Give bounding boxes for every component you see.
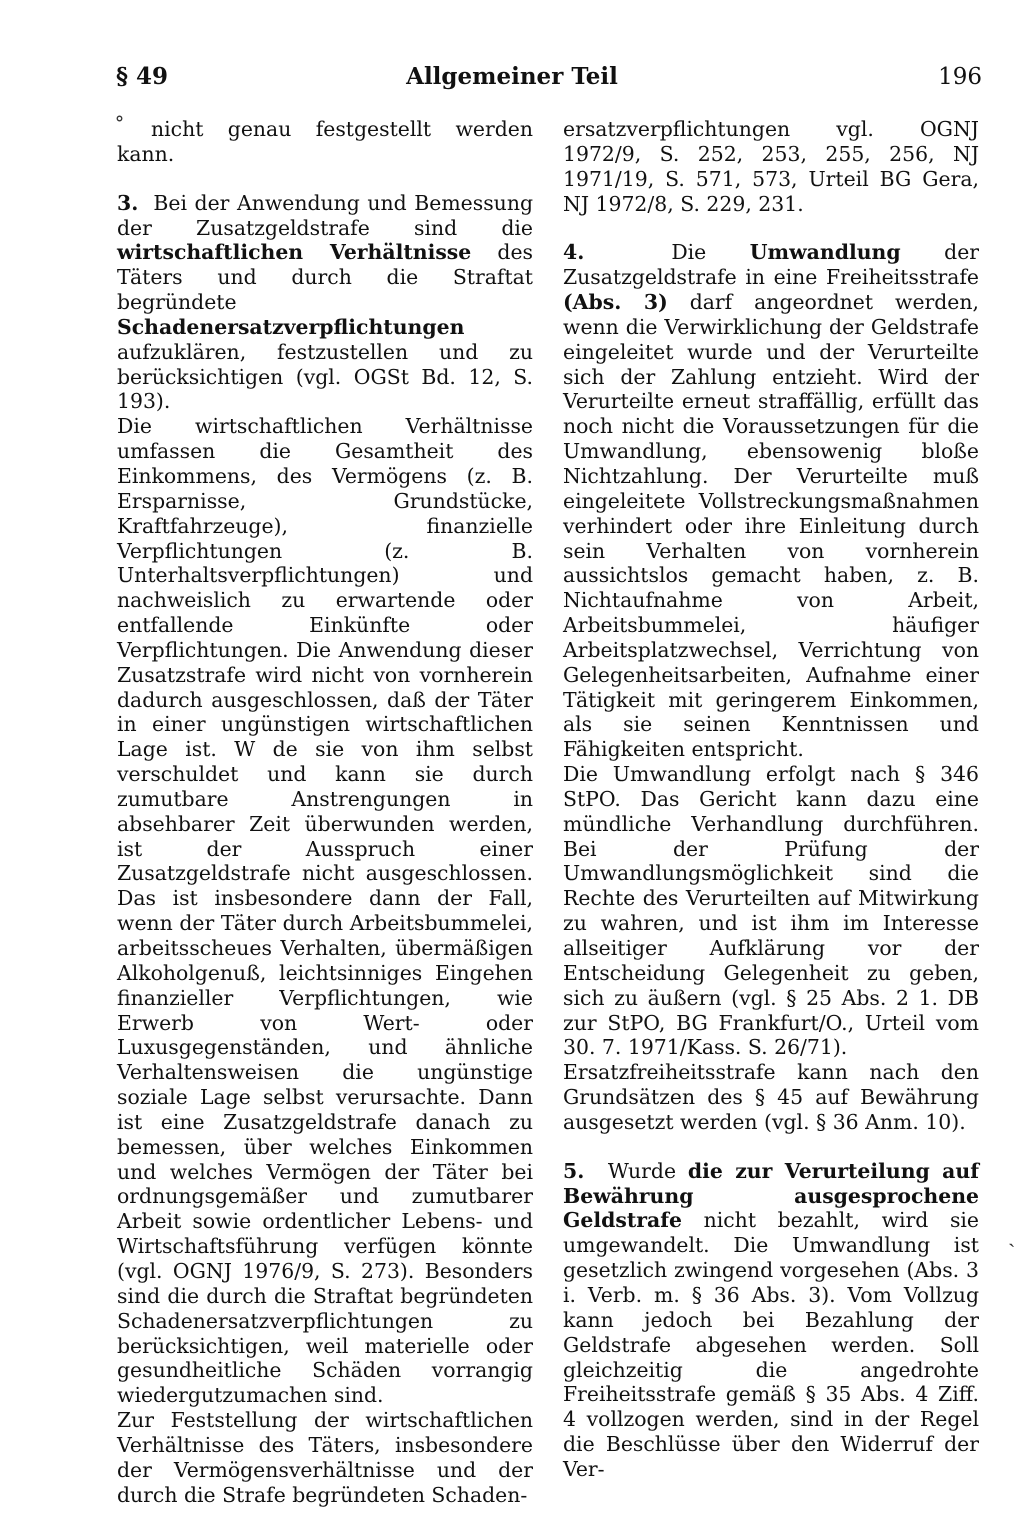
continuation-paragraph: nicht genau festgestellt werden kann.	[117, 117, 533, 166]
note-3-paragraph: 3. Bei der Anwendung und Bemessung der Zusatzgeldstrafe sind die wirtschaftlichen Verhältnisse des Täters und durch die Straftat begründete Schadenersatzverpflichtungen aufzuklären, festzustellen und zu berücksichtigen (vgl. OGSt Bd. 12, S. 193).	[117, 190, 533, 414]
bold-term: die zur Verurteilung auf Bewährung ausgesprochene Geldstrafe	[563, 1158, 979, 1233]
right-column	[563, 117, 979, 1482]
body-paragraph: Ersatzfreiheitsstrafe kann nach den Grundsätzen des § 45 auf Bewährung ausgesetzt werden (vgl. § 36 Anm. 10).	[563, 1060, 979, 1134]
body-paragraph: Zur Feststellung der wirtschaftlichen Verhältnisse des Täters, insbesondere der Vermögensverhältnisse und der durch die Strafe begründeten Schaden-	[117, 1408, 533, 1507]
print-speck: ˏ	[1008, 1223, 1016, 1248]
bold-term: Schadenersatzverpflichtungen	[117, 314, 465, 339]
continuation-paragraph: ersatzverpflichtungen vgl. OGNJ 1972/9, S. 252, 253, 255, 256, NJ 1971/19, S. 571, 573, Urteil BG Gera, NJ 1972/8, S. 229, 231.	[563, 117, 979, 216]
page-number: 196	[938, 64, 982, 90]
section-number: § 49	[116, 63, 169, 90]
left-column	[117, 117, 533, 1507]
note-number: 3.	[117, 190, 139, 215]
body-paragraph: Die Umwandlung erfolgt nach § 346 StPO. Das Gericht kann dazu eine mündliche Verhandlung durchführen. Bei der Prüfung der Umwandlungsmöglichkeit sind die Rechte des Verurteilten auf Mitwirkung zu wahren, und ist ihm im Interesse allseitiger Aufklärung vor der Entscheidung Gelegenheit zu geben, sich zu äußern (vgl. § 25 Abs. 2 1. DB zur StPO, BG Frankfurt/O., Urteil vom 30. 7. 1971/Kass. S. 26/71).	[563, 762, 979, 1060]
body-paragraph: Die wirtschaftlichen Verhältnisse umfassen die Gesamtheit des Einkommens, des Vermögens (z. B. Ersparnisse, Grundstücke, Kraftfahrzeuge), finanzielle Verpflichtungen (z. B. Unterhaltsverpflichtungen) und nachweislich zu erwartende oder entfallende Einkünfte oder Verpflichtungen. Die Anwendung dieser Zusatzstrafe wird nicht von vornherein dadurch ausgeschlossen, daß der Täter in einer ungünstigen wirtschaftlichen Lage ist. W de sie von ihm selbst verschuldet und kann sie durch zumutbare Anstrengungen in absehbarer Zeit überwunden werden, ist der Ausspruch einer Zusatzgeldstrafe nicht ausgeschlossen. Das ist insbesondere dann der Fall, wenn der Täter durch Arbeitsbummelei, arbeitsscheues Verhalten, übermäßigen Alkoholgenuß, leichtsinniges Eingehen finanzieller Verpflichtungen, wie Erwerb von Wert- oder Luxusgegenständen, und ähnliche Verhaltensweisen die ungünstige soziale Lage selbst verursachte. Dann ist eine Zusatzgeldstrafe danach zu bemessen, über welches Einkommen und welches Vermögen der Täter bei ordnungsgemäßer und zumutbarer Arbeit sowie ordentlicher Lebens- und Wirtschaftsführung verfügen könnte (vgl. OGNJ 1976/9, S. 273). Besonders sind die durch die Straftat begründeten Schadenersatzverpflichtungen zu berücksichtigen, weil materielle oder gesundheitliche Schäden vorrangig wiedergutzumachen sind.	[117, 414, 533, 1408]
note-4-paragraph: 4. Die Umwandlung der Zusatzgeldstrafe in eine Freiheitsstrafe (Abs. 3) darf angeordnet werden, wenn die Verwirklichung der Geldstrafe eingeleitet wurde und der Verurteilte sich der Zahlung entzieht. Wird der Verurteilte erneut straffällig, erfüllt das noch nicht die Voraussetzungen für die Umwandlung, ebensowenig bloße Nichtzahlung. Der Verurteilte muß eingeleitete Vollstreckungsmaßnahmen verhindert oder ihre Einleitung durch sein Verhalten von vornherein aussichtslos gemacht haben, z. B. Nichtaufnahme von Arbeit, Arbeitsbummelei, häufiger Arbeitsplatzwechsel, Verrichtung von Gelegenheitsarbeiten, Aufnahme einer Tätigkeit mit geringerem Einkommen, als sie seinen Kenntnissen und Fähigkeiten entspricht.	[563, 240, 980, 762]
running-title: Allgemeiner Teil	[406, 63, 618, 90]
note-number: 5.	[563, 1158, 585, 1183]
bold-term: (Abs. 3)	[563, 290, 668, 315]
print-speck: ˚	[114, 116, 125, 141]
note-5-paragraph: 5. Wurde die zur Verurteilung auf Bewährung ausgesprochene Geldstrafe nicht bezahlt, wird sie umgewandelt. Die Umwandlung ist gesetzlich zwingend vorgesehen (Abs. 3 i. Verb. m. § 36 Abs. 3). Vom Vollzug kann jedoch bei Bezahlung der Geldstrafe abgesehen werden. Soll gleichzeitig die angedrohte Freiheitsstrafe gemäß § 35 Abs. 4 Ziff. 4 vollzogen werden, sind in der Regel die Beschlüsse über den Widerruf der Ver-	[563, 1158, 979, 1481]
bold-term: wirtschaftlichen Verhältnisse	[117, 240, 472, 265]
note-number: 4.	[563, 240, 585, 265]
bold-term: Umwandlung	[749, 240, 901, 265]
